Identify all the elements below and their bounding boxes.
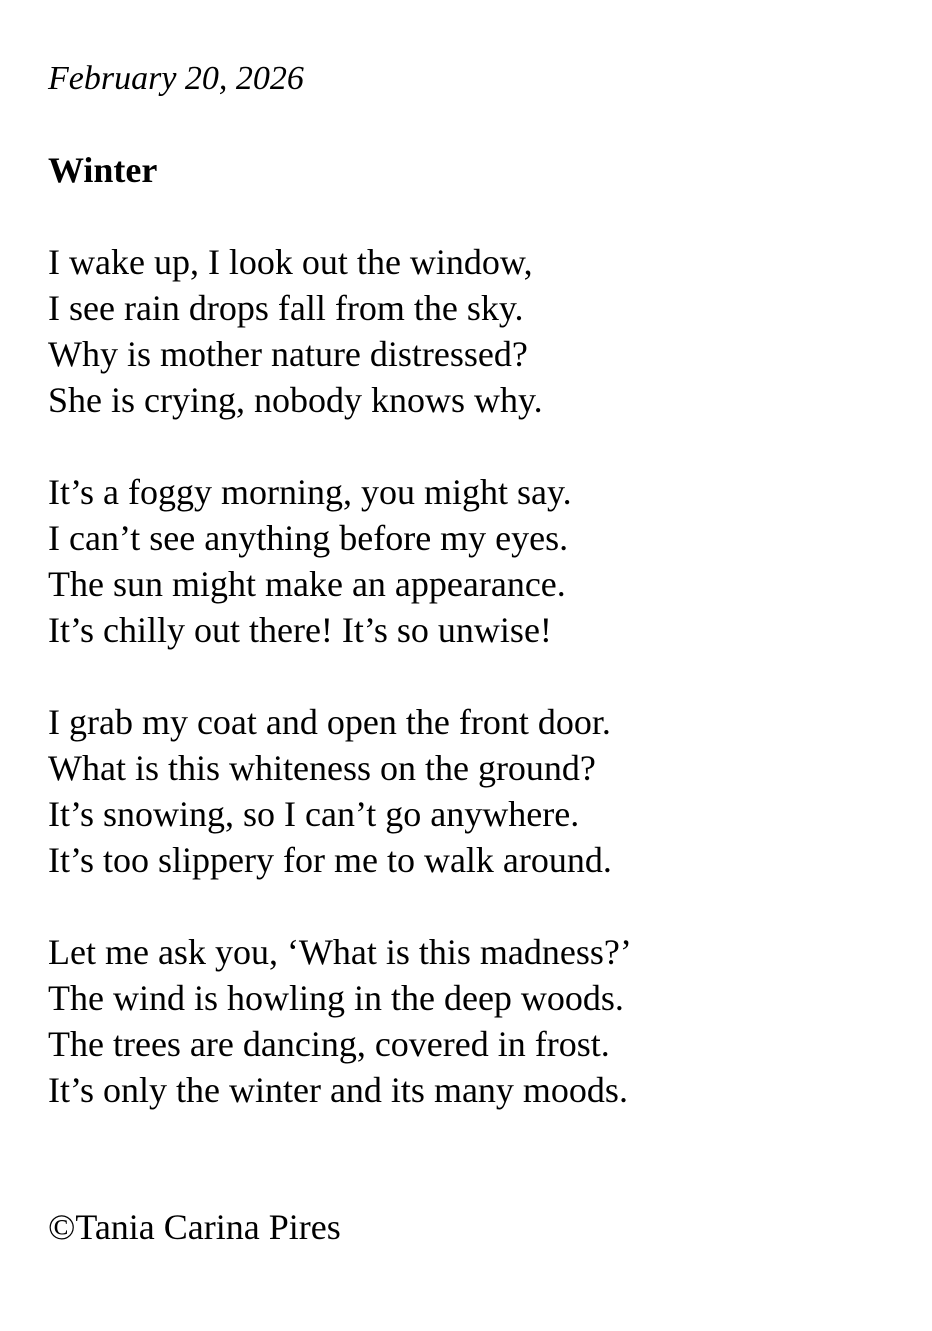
poem-line: I wake up, I look out the window, <box>48 242 533 282</box>
poem-line: The sun might make an appearance. <box>48 564 566 604</box>
poem-line: The trees are dancing, covered in frost. <box>48 1024 610 1064</box>
poem-line: I grab my coat and open the front door. <box>48 702 611 742</box>
poem-line: Why is mother nature distressed? <box>48 334 528 374</box>
stanza-2 <box>48 469 572 653</box>
poem-line: Let me ask you, ‘What is this madness?’ <box>48 932 632 972</box>
poem-line: It’s chilly out there! It’s so unwise! <box>48 610 552 650</box>
poem-date: February 20, 2026 <box>48 60 304 97</box>
poem-line: It’s too slippery for me to walk around. <box>48 840 612 880</box>
poem-line: What is this whiteness on the ground? <box>48 748 596 788</box>
poem-line: I see rain drops fall from the sky. <box>48 288 524 328</box>
poem-line: I can’t see anything before my eyes. <box>48 518 569 558</box>
poem-line: The wind is howling in the deep woods. <box>48 978 624 1018</box>
stanza-3 <box>48 699 612 883</box>
stanza-1 <box>48 239 543 423</box>
poem-line: It’s snowing, so I can’t go anywhere. <box>48 794 580 834</box>
copyright-notice: ©Tania Carina Pires <box>48 1207 341 1247</box>
poem-line: It’s a foggy morning, you might say. <box>48 472 572 512</box>
poem-line: It’s only the winter and its many moods. <box>48 1070 628 1110</box>
stanza-4 <box>48 929 632 1113</box>
poem-title: Winter <box>48 150 158 190</box>
poem-line: She is crying, nobody knows why. <box>48 380 543 420</box>
